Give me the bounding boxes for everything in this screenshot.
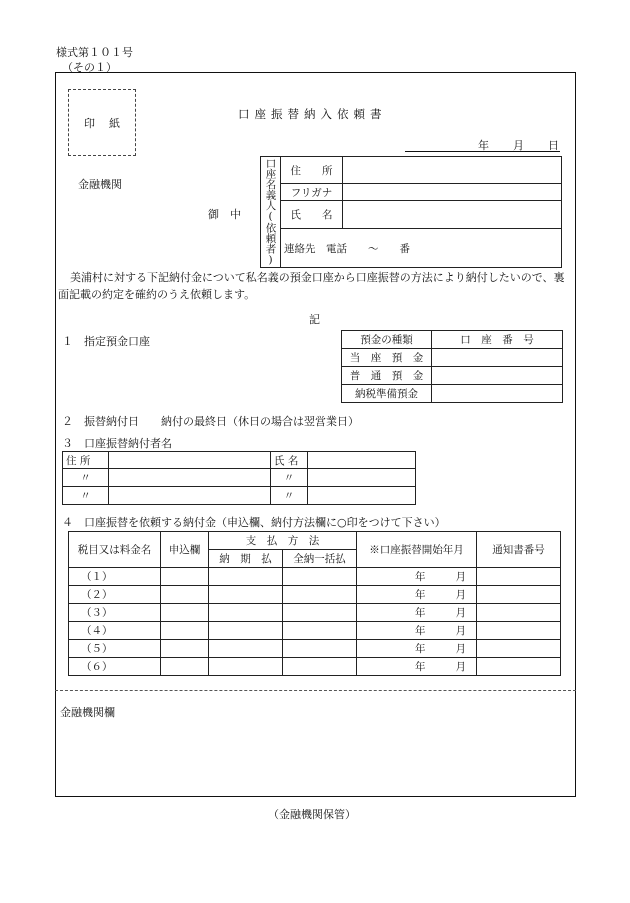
- section2-label: ２ 振替納付日 納付の最終日（休日の場合は翌営業日）: [62, 415, 359, 428]
- apply-cell[interactable]: [161, 622, 209, 640]
- section3-label: ３ 口座振替納付者名: [62, 437, 172, 450]
- installment-cell[interactable]: [209, 622, 283, 640]
- lump-sum-cell[interactable]: [283, 658, 357, 676]
- address-field[interactable]: [343, 157, 562, 184]
- notice-number-cell[interactable]: [477, 658, 561, 676]
- request-text: 美浦村に対する下記納付金について私名義の預金口座から口座振替の方法により納付したいので、裏面記載の約定を確約のうえ依頼します。: [58, 271, 565, 301]
- notice-number-header: 通知書番号: [477, 532, 561, 568]
- installment-cell[interactable]: [209, 640, 283, 658]
- payer-name-field[interactable]: [308, 452, 416, 469]
- payer-name-field[interactable]: [308, 469, 416, 487]
- installment-cell[interactable]: [209, 604, 283, 622]
- apply-cell[interactable]: [161, 658, 209, 676]
- start-month-cell[interactable]: [357, 640, 477, 658]
- lump-sum-cell[interactable]: [283, 604, 357, 622]
- item-row-label: （５）: [69, 640, 161, 658]
- revenue-stamp-box: 印紙: [68, 89, 136, 156]
- ditto-mark: 〃: [63, 469, 109, 487]
- onchu-label: 御 中: [208, 208, 241, 221]
- section4-label: ４ 口座振替を依頼する納付金（申込欄、納付方法欄に○印をつけて下さい）: [62, 516, 446, 529]
- cut-line: [55, 690, 576, 691]
- section1-label: １ 指定預金口座: [62, 335, 150, 348]
- item-header: 税目又は料金名: [69, 532, 161, 568]
- start-month-cell[interactable]: [357, 604, 477, 622]
- account-number-header: 口 座 番 号: [432, 331, 563, 349]
- year-label: 年: [415, 625, 426, 637]
- year-label: 年: [415, 607, 426, 619]
- form-title: 口座振替納入依頼書: [238, 107, 387, 121]
- notice-number-cell[interactable]: [477, 586, 561, 604]
- form-subnumber: （その１）: [62, 61, 117, 74]
- month-label: 月: [455, 643, 466, 655]
- lump-sum-cell[interactable]: [283, 568, 357, 586]
- start-month-cell[interactable]: [357, 658, 477, 676]
- apply-cell[interactable]: [161, 568, 209, 586]
- start-month-cell[interactable]: [357, 586, 477, 604]
- month-label: 月: [455, 607, 466, 619]
- payment-table: [68, 531, 561, 676]
- payer-name-field[interactable]: [308, 487, 416, 505]
- year-label: 年: [415, 661, 426, 673]
- month-label: 月: [455, 625, 466, 637]
- start-month-header: ※口座振替開始年月: [357, 532, 477, 568]
- furigana-label: フリガナ: [281, 184, 343, 200]
- date-month: 月: [513, 139, 524, 152]
- footer-note: （金融機関保管）: [268, 808, 356, 821]
- year-label: 年: [415, 643, 426, 655]
- apply-header: 申込欄: [161, 532, 209, 568]
- item-row-label: （６）: [69, 658, 161, 676]
- address-label: 住 所: [281, 157, 343, 184]
- notice-number-cell[interactable]: [477, 640, 561, 658]
- payer-address-field[interactable]: [109, 487, 271, 505]
- form-number: 様式第１０１号: [56, 46, 133, 59]
- installment-cell[interactable]: [209, 568, 283, 586]
- bank-section-label: 金融機関欄: [60, 706, 115, 719]
- ki-label: 記: [309, 313, 320, 326]
- installment-cell[interactable]: [209, 586, 283, 604]
- item-row-label: （４）: [69, 622, 161, 640]
- month-label: 月: [455, 661, 466, 673]
- bank-name-label: 金融機関: [78, 178, 122, 191]
- payer-address-field[interactable]: [109, 469, 271, 487]
- account-number-cell[interactable]: [432, 349, 563, 367]
- deposit-kind-ordinary[interactable]: 普 通 預 金: [342, 367, 432, 385]
- deposit-kind-checking[interactable]: 当 座 預 金: [342, 349, 432, 367]
- lump-sum-cell[interactable]: [283, 640, 357, 658]
- installment-header: 納 期 払: [209, 550, 283, 568]
- holder-header: 口座名義人(依頼者): [261, 157, 281, 268]
- name-label: 氏 名: [281, 200, 343, 229]
- year-label: 年: [415, 589, 426, 601]
- date-day: 日: [548, 139, 559, 152]
- start-month-cell[interactable]: [357, 622, 477, 640]
- ditto-mark: 〃: [271, 469, 308, 487]
- deposit-kind-header: 預金の種類: [342, 331, 432, 349]
- item-row-label: （３）: [69, 604, 161, 622]
- name-field[interactable]: [343, 200, 562, 229]
- method-header: 支 払 方 法: [209, 532, 357, 550]
- item-row-label: （１）: [69, 568, 161, 586]
- furigana-field[interactable]: [343, 184, 562, 200]
- month-label: 月: [455, 571, 466, 583]
- apply-cell[interactable]: [161, 586, 209, 604]
- ditto-mark: 〃: [271, 487, 308, 505]
- lump-sum-header: 全納一括払: [283, 550, 357, 568]
- deposit-kind-tax-reserve[interactable]: 納税準備預金: [342, 385, 432, 403]
- notice-number-cell[interactable]: [477, 568, 561, 586]
- account-number-cell[interactable]: [432, 367, 563, 385]
- lump-sum-cell[interactable]: [283, 586, 357, 604]
- account-holder-table: [260, 156, 562, 268]
- start-month-cell[interactable]: [357, 568, 477, 586]
- contact-phone[interactable]: 連絡先 電話 ～ 番: [281, 229, 562, 268]
- apply-cell[interactable]: [161, 604, 209, 622]
- payer-address-header: 住 所: [63, 452, 109, 469]
- notice-number-cell[interactable]: [477, 622, 561, 640]
- ditto-mark: 〃: [63, 487, 109, 505]
- notice-number-cell[interactable]: [477, 604, 561, 622]
- payer-address-field[interactable]: [109, 452, 271, 469]
- payer-table: [62, 451, 416, 505]
- account-number-cell[interactable]: [432, 385, 563, 403]
- month-label: 月: [455, 589, 466, 601]
- apply-cell[interactable]: [161, 640, 209, 658]
- payer-name-header: 氏 名: [271, 452, 308, 469]
- lump-sum-cell[interactable]: [283, 622, 357, 640]
- year-label: 年: [415, 571, 426, 583]
- item-row-label: （２）: [69, 586, 161, 604]
- installment-cell[interactable]: [209, 658, 283, 676]
- deposit-account-table: [341, 330, 563, 403]
- date-year: 年: [478, 139, 489, 152]
